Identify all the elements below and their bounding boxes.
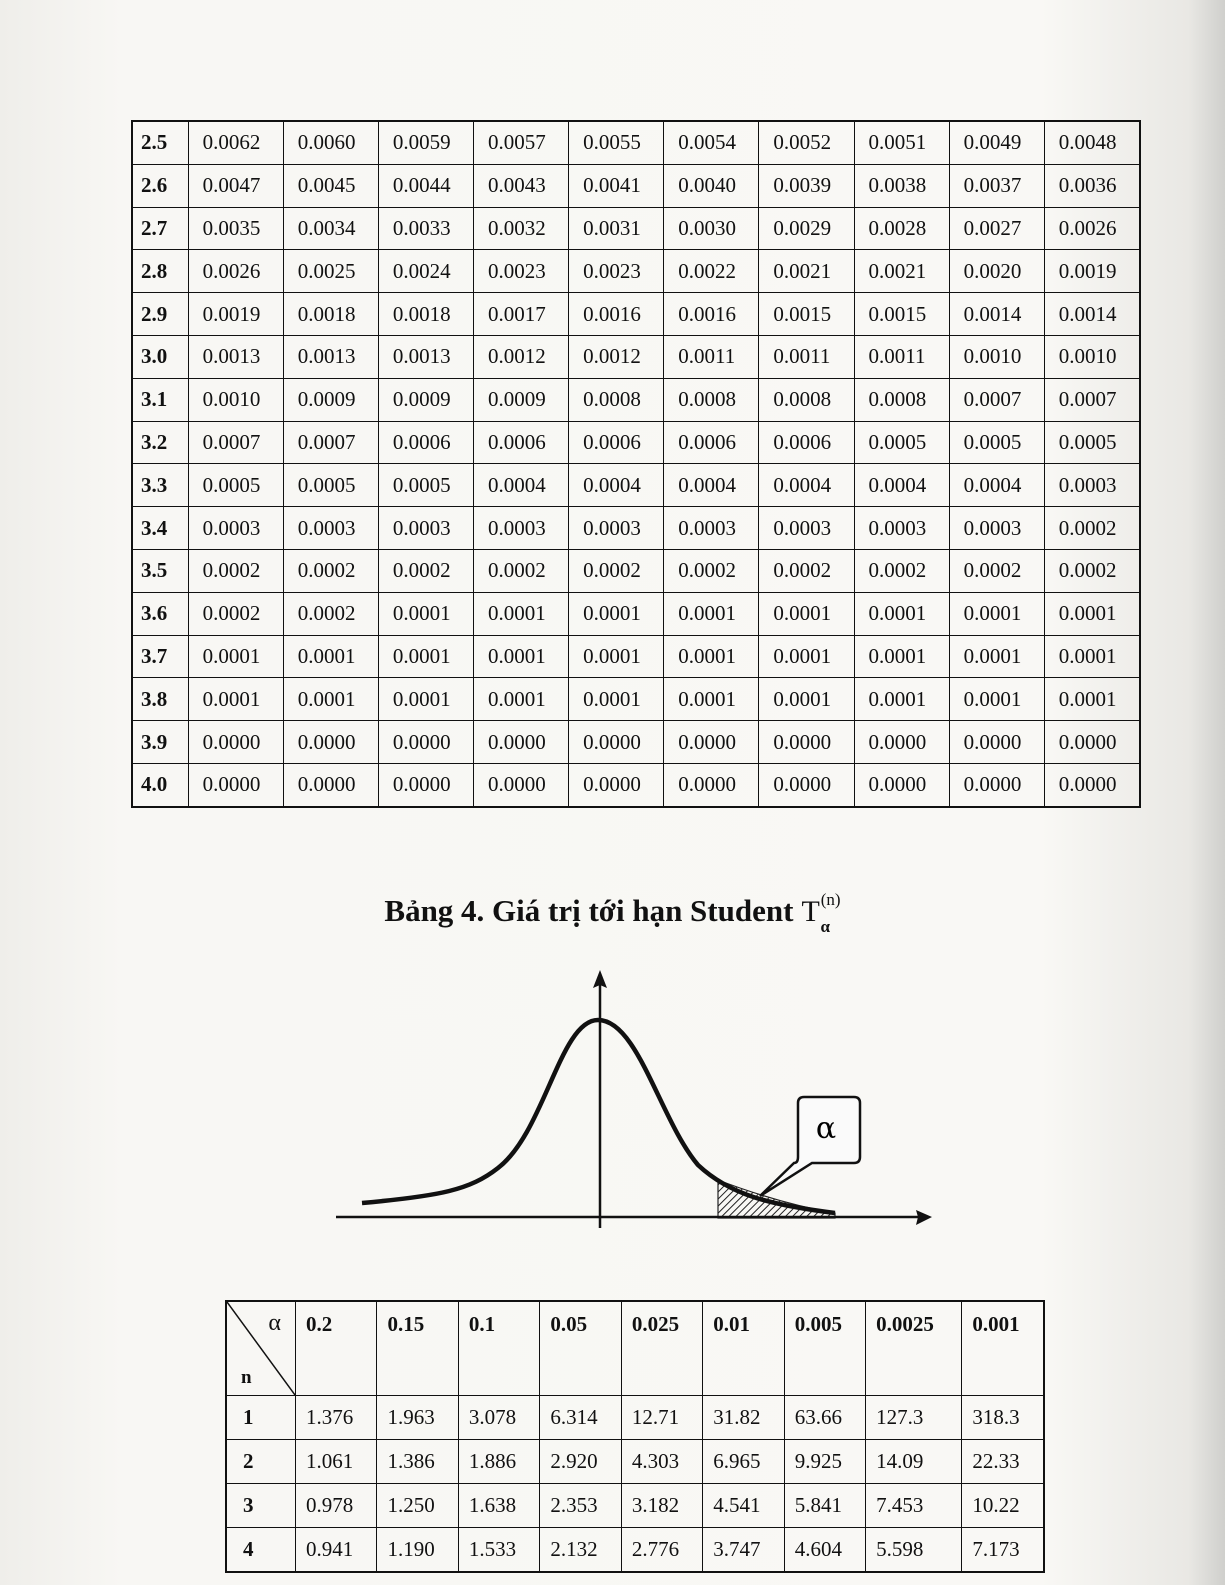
critical-value-cell: 6.314 (540, 1396, 621, 1440)
probability-cell: 0.0001 (378, 592, 473, 635)
probability-cell: 0.0000 (474, 721, 569, 764)
normal-tail-probability-table (131, 120, 1141, 808)
probability-cell: 0.0045 (283, 164, 378, 207)
probability-cell: 0.0018 (378, 293, 473, 336)
critical-value-cell: 1.190 (377, 1528, 458, 1573)
probability-cell: 0.0000 (474, 763, 569, 806)
probability-cell: 0.0059 (378, 121, 473, 164)
degrees-of-freedom-cell: 1 (226, 1396, 296, 1440)
probability-cell: 0.0057 (474, 121, 569, 164)
critical-value-cell: 1.061 (296, 1440, 377, 1484)
probability-cell: 0.0007 (949, 378, 1044, 421)
z-value-cell: 3.1 (132, 378, 188, 421)
probability-cell: 0.0000 (569, 763, 664, 806)
z-value-cell: 2.5 (132, 121, 188, 164)
probability-cell: 0.0001 (1044, 635, 1140, 678)
probability-cell: 0.0000 (949, 721, 1044, 764)
probability-cell: 0.0005 (854, 421, 949, 464)
probability-cell: 0.0000 (283, 763, 378, 806)
critical-value-cell: 1.250 (377, 1484, 458, 1528)
probability-cell: 0.0005 (949, 421, 1044, 464)
probability-cell: 0.0000 (283, 721, 378, 764)
x-axis-arrow-icon (916, 1210, 932, 1225)
probability-cell: 0.0002 (283, 592, 378, 635)
critical-value-cell: 2.132 (540, 1528, 621, 1573)
corner-n-label: n (241, 1367, 252, 1388)
z-value-cell: 2.7 (132, 207, 188, 250)
probability-cell: 0.0001 (664, 678, 759, 721)
probability-cell: 0.0001 (188, 635, 283, 678)
probability-cell: 0.0004 (474, 464, 569, 507)
probability-cell: 0.0051 (854, 121, 949, 164)
table-row (132, 721, 1140, 764)
probability-cell: 0.0007 (188, 421, 283, 464)
probability-cell: 0.0040 (664, 164, 759, 207)
probability-cell: 0.0001 (283, 635, 378, 678)
probability-cell: 0.0001 (1044, 592, 1140, 635)
probability-cell: 0.0009 (283, 378, 378, 421)
probability-cell: 0.0005 (1044, 421, 1140, 464)
table-row (132, 507, 1140, 550)
probability-cell: 0.0001 (854, 678, 949, 721)
probability-cell: 0.0003 (759, 507, 854, 550)
critical-value-cell: 5.598 (866, 1528, 962, 1573)
probability-cell: 0.0023 (569, 250, 664, 293)
alpha-callout (760, 1097, 860, 1196)
critical-value-cell: 4.303 (621, 1440, 702, 1484)
critical-value-cell: 1.963 (377, 1396, 458, 1440)
density-curve (362, 1020, 835, 1213)
probability-cell: 0.0000 (1044, 721, 1140, 764)
probability-cell: 0.0005 (188, 464, 283, 507)
probability-cell: 0.0047 (188, 164, 283, 207)
table-row (226, 1396, 1044, 1440)
alpha-header-cell: 0.1 (458, 1301, 539, 1396)
probability-cell: 0.0012 (474, 335, 569, 378)
probability-cell: 0.0007 (283, 421, 378, 464)
probability-cell: 0.0025 (283, 250, 378, 293)
probability-cell: 0.0000 (664, 763, 759, 806)
critical-value-cell: 4.541 (703, 1484, 784, 1528)
table-row (132, 421, 1140, 464)
probability-cell: 0.0000 (378, 763, 473, 806)
probability-cell: 0.0019 (1044, 250, 1140, 293)
probability-cell: 0.0003 (949, 507, 1044, 550)
probability-cell: 0.0006 (378, 421, 473, 464)
probability-cell: 0.0010 (188, 378, 283, 421)
probability-cell: 0.0000 (188, 721, 283, 764)
probability-cell: 0.0001 (378, 678, 473, 721)
probability-cell: 0.0014 (1044, 293, 1140, 336)
critical-value-cell: 1.386 (377, 1440, 458, 1484)
probability-cell: 0.0028 (854, 207, 949, 250)
critical-value-cell: 4.604 (784, 1528, 865, 1573)
critical-value-cell: 5.841 (784, 1484, 865, 1528)
probability-cell: 0.0000 (378, 721, 473, 764)
probability-cell: 0.0001 (474, 635, 569, 678)
probability-cell: 0.0030 (664, 207, 759, 250)
probability-cell: 0.0029 (759, 207, 854, 250)
probability-cell: 0.0000 (664, 721, 759, 764)
z-value-cell: 3.2 (132, 421, 188, 464)
critical-value-cell: 9.925 (784, 1440, 865, 1484)
probability-cell: 0.0000 (949, 763, 1044, 806)
probability-cell: 0.0008 (664, 378, 759, 421)
table-row (132, 635, 1140, 678)
probability-cell: 0.0003 (664, 507, 759, 550)
probability-cell: 0.0021 (759, 250, 854, 293)
probability-cell: 0.0021 (854, 250, 949, 293)
probability-cell: 0.0004 (569, 464, 664, 507)
probability-cell: 0.0006 (569, 421, 664, 464)
alpha-header-cell: 0.025 (621, 1301, 702, 1396)
probability-cell: 0.0026 (188, 250, 283, 293)
critical-value-cell: 1.638 (458, 1484, 539, 1528)
alpha-header-cell: 0.2 (296, 1301, 377, 1396)
probability-cell: 0.0049 (949, 121, 1044, 164)
probability-cell: 0.0009 (474, 378, 569, 421)
corner-alpha-label: α (268, 1310, 281, 1336)
probability-cell: 0.0006 (664, 421, 759, 464)
z-value-cell: 3.8 (132, 678, 188, 721)
probability-cell: 0.0018 (283, 293, 378, 336)
probability-cell: 0.0015 (854, 293, 949, 336)
probability-cell: 0.0002 (188, 592, 283, 635)
probability-cell: 0.0027 (949, 207, 1044, 250)
probability-cell: 0.0010 (949, 335, 1044, 378)
table-row (132, 678, 1140, 721)
probability-cell: 0.0001 (949, 635, 1044, 678)
table-row (132, 464, 1140, 507)
critical-value-cell: 2.776 (621, 1528, 702, 1573)
table-row (132, 763, 1140, 806)
degrees-of-freedom-cell: 4 (226, 1528, 296, 1573)
table-header-row (226, 1301, 1044, 1396)
probability-cell: 0.0024 (378, 250, 473, 293)
critical-value-cell: 12.71 (621, 1396, 702, 1440)
table-row (132, 164, 1140, 207)
critical-value-cell: 63.66 (784, 1396, 865, 1440)
probability-cell: 0.0012 (569, 335, 664, 378)
probability-cell: 0.0000 (569, 721, 664, 764)
probability-cell: 0.0004 (949, 464, 1044, 507)
probability-cell: 0.0001 (569, 592, 664, 635)
probability-cell: 0.0003 (854, 507, 949, 550)
z-value-cell: 3.0 (132, 335, 188, 378)
z-value-cell: 3.9 (132, 721, 188, 764)
probability-cell: 0.0009 (378, 378, 473, 421)
critical-value-cell: 318.3 (962, 1396, 1044, 1440)
probability-cell: 0.0002 (759, 549, 854, 592)
probability-cell: 0.0062 (188, 121, 283, 164)
probability-cell: 0.0017 (474, 293, 569, 336)
alpha-header-cell: 0.01 (703, 1301, 784, 1396)
probability-cell: 0.0002 (949, 549, 1044, 592)
degrees-of-freedom-cell: 2 (226, 1440, 296, 1484)
probability-cell: 0.0001 (759, 678, 854, 721)
probability-cell: 0.0001 (759, 592, 854, 635)
probability-cell: 0.0008 (759, 378, 854, 421)
probability-cell: 0.0022 (664, 250, 759, 293)
probability-cell: 0.0003 (1044, 464, 1140, 507)
probability-cell: 0.0005 (283, 464, 378, 507)
probability-cell: 0.0008 (569, 378, 664, 421)
probability-cell: 0.0002 (664, 549, 759, 592)
probability-cell: 0.0001 (949, 592, 1044, 635)
probability-cell: 0.0044 (378, 164, 473, 207)
critical-value-cell: 1.376 (296, 1396, 377, 1440)
critical-value-cell: 2.353 (540, 1484, 621, 1528)
probability-cell: 0.0004 (854, 464, 949, 507)
table-row (132, 250, 1140, 293)
probability-cell: 0.0002 (378, 549, 473, 592)
probability-cell: 0.0010 (1044, 335, 1140, 378)
probability-cell: 0.0032 (474, 207, 569, 250)
critical-value-cell: 1.886 (458, 1440, 539, 1484)
critical-value-cell: 1.533 (458, 1528, 539, 1573)
alpha-header-cell: 0.05 (540, 1301, 621, 1396)
probability-cell: 0.0019 (188, 293, 283, 336)
z-value-cell: 3.3 (132, 464, 188, 507)
probability-cell: 0.0003 (283, 507, 378, 550)
z-value-cell: 3.6 (132, 592, 188, 635)
probability-cell: 0.0011 (664, 335, 759, 378)
z-value-cell: 3.5 (132, 549, 188, 592)
table-caption (0, 890, 1225, 936)
alpha-label: α (815, 1111, 837, 1146)
symbol-subscript: α (820, 917, 830, 936)
probability-cell: 0.0000 (759, 763, 854, 806)
probability-cell: 0.0034 (283, 207, 378, 250)
probability-cell: 0.0026 (1044, 207, 1140, 250)
student-symbol: T α $^{(n)}$ (801, 890, 841, 936)
probability-cell: 0.0000 (854, 721, 949, 764)
z-value-cell: 2.9 (132, 293, 188, 336)
probability-cell: 0.0000 (854, 763, 949, 806)
z-value-cell: 2.6 (132, 164, 188, 207)
probability-cell: 0.0041 (569, 164, 664, 207)
probability-cell: 0.0016 (664, 293, 759, 336)
probability-cell: 0.0023 (474, 250, 569, 293)
z-value-cell: 4.0 (132, 763, 188, 806)
probability-cell: 0.0015 (759, 293, 854, 336)
probability-cell: 0.0011 (759, 335, 854, 378)
table-row (226, 1528, 1044, 1573)
corner-cell (226, 1301, 296, 1396)
probability-cell: 0.0001 (569, 678, 664, 721)
probability-cell: 0.0001 (759, 635, 854, 678)
table-row (132, 207, 1140, 250)
probability-cell: 0.0005 (378, 464, 473, 507)
probability-cell: 0.0003 (569, 507, 664, 550)
student-critical-values-table (225, 1300, 1045, 1573)
probability-cell: 0.0001 (664, 592, 759, 635)
critical-value-cell: 31.82 (703, 1396, 784, 1440)
probability-cell: 0.0035 (188, 207, 283, 250)
probability-cell: 0.0013 (378, 335, 473, 378)
alpha-header-cell: 0.15 (377, 1301, 458, 1396)
probability-cell: 0.0013 (188, 335, 283, 378)
probability-cell: 0.0001 (378, 635, 473, 678)
critical-value-cell: 10.22 (962, 1484, 1044, 1528)
table-row (132, 121, 1140, 164)
probability-cell: 0.0001 (569, 635, 664, 678)
probability-cell: 0.0001 (854, 635, 949, 678)
probability-cell: 0.0054 (664, 121, 759, 164)
probability-cell: 0.0004 (759, 464, 854, 507)
critical-value-cell: 7.453 (866, 1484, 962, 1528)
probability-cell: 0.0060 (283, 121, 378, 164)
probability-cell: 0.0006 (759, 421, 854, 464)
probability-cell: 0.0055 (569, 121, 664, 164)
alpha-header-cell: 0.005 (784, 1301, 865, 1396)
table-row (132, 378, 1140, 421)
probability-cell: 0.0003 (474, 507, 569, 550)
probability-cell: 0.0052 (759, 121, 854, 164)
probability-cell: 0.0039 (759, 164, 854, 207)
probability-cell: 0.0020 (949, 250, 1044, 293)
z-value-cell: 2.8 (132, 250, 188, 293)
table-row (226, 1440, 1044, 1484)
z-value-cell: 3.4 (132, 507, 188, 550)
probability-cell: 0.0014 (949, 293, 1044, 336)
degrees-of-freedom-cell: 3 (226, 1484, 296, 1528)
probability-cell: 0.0006 (474, 421, 569, 464)
table-row (132, 592, 1140, 635)
probability-cell: 0.0036 (1044, 164, 1140, 207)
probability-cell: 0.0003 (378, 507, 473, 550)
table-row (132, 549, 1140, 592)
student-distribution-figure (320, 960, 940, 1250)
probability-cell: 0.0001 (949, 678, 1044, 721)
probability-cell: 0.0016 (569, 293, 664, 336)
probability-cell: 0.0001 (474, 592, 569, 635)
probability-cell: 0.0007 (1044, 378, 1140, 421)
critical-value-cell: 0.978 (296, 1484, 377, 1528)
critical-value-cell: 0.941 (296, 1528, 377, 1573)
critical-value-cell: 3.747 (703, 1528, 784, 1573)
probability-cell: 0.0011 (854, 335, 949, 378)
probability-cell: 0.0001 (188, 678, 283, 721)
probability-cell: 0.0048 (1044, 121, 1140, 164)
probability-cell: 0.0000 (188, 763, 283, 806)
critical-value-cell: 3.182 (621, 1484, 702, 1528)
probability-cell: 0.0003 (188, 507, 283, 550)
caption-text: Bảng 4. Giá trị tới hạn Student (384, 893, 794, 928)
table-row (132, 335, 1140, 378)
table-row (132, 293, 1140, 336)
table-row (226, 1484, 1044, 1528)
critical-value-cell: 6.965 (703, 1440, 784, 1484)
probability-cell: 0.0001 (854, 592, 949, 635)
probability-cell: 0.0001 (474, 678, 569, 721)
probability-cell: 0.0002 (1044, 549, 1140, 592)
probability-cell: 0.0038 (854, 164, 949, 207)
probability-cell: 0.0037 (949, 164, 1044, 207)
critical-value-cell: 7.173 (962, 1528, 1044, 1573)
symbol-superscript: (n) (820, 890, 841, 909)
critical-value-cell: 127.3 (866, 1396, 962, 1440)
probability-cell: 0.0002 (854, 549, 949, 592)
probability-cell: 0.0008 (854, 378, 949, 421)
alpha-header-cell: 0.0025 (866, 1301, 962, 1396)
critical-value-cell: 3.078 (458, 1396, 539, 1440)
probability-cell: 0.0000 (1044, 763, 1140, 806)
probability-cell: 0.0002 (474, 549, 569, 592)
critical-value-cell: 22.33 (962, 1440, 1044, 1484)
probability-cell: 0.0043 (474, 164, 569, 207)
critical-value-cell: 2.920 (540, 1440, 621, 1484)
z-value-cell: 3.7 (132, 635, 188, 678)
probability-cell: 0.0000 (759, 721, 854, 764)
alpha-header-cell: 0.001 (962, 1301, 1044, 1396)
probability-cell: 0.0004 (664, 464, 759, 507)
probability-cell: 0.0031 (569, 207, 664, 250)
critical-value-cell: 14.09 (866, 1440, 962, 1484)
probability-cell: 0.0001 (1044, 678, 1140, 721)
probability-cell: 0.0001 (283, 678, 378, 721)
probability-cell: 0.0001 (664, 635, 759, 678)
probability-cell: 0.0002 (188, 549, 283, 592)
probability-cell: 0.0002 (569, 549, 664, 592)
probability-cell: 0.0033 (378, 207, 473, 250)
probability-cell: 0.0002 (1044, 507, 1140, 550)
probability-cell: 0.0013 (283, 335, 378, 378)
probability-cell: 0.0002 (283, 549, 378, 592)
